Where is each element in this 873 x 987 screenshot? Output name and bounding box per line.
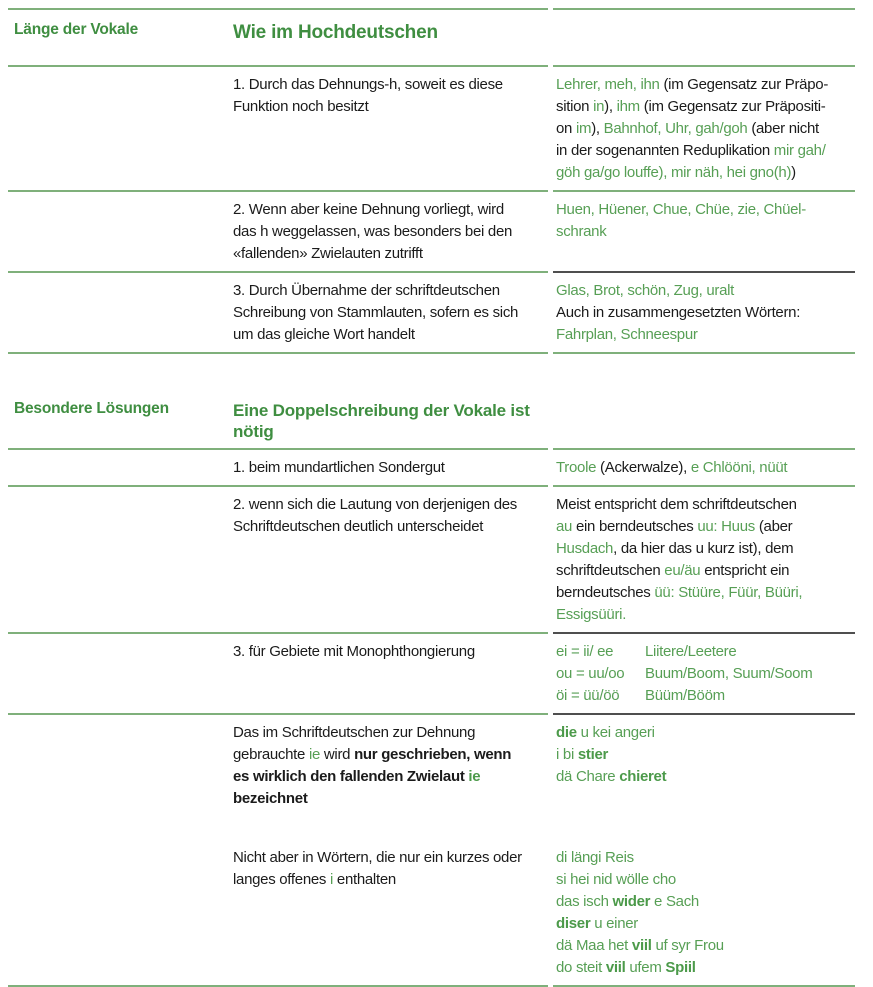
text-segment: ufem [625,959,666,976]
rule-line [233,494,556,516]
divider-right-segment [553,8,855,10]
text-segment: i bi [556,746,578,763]
text-segment: bezeichnet [233,790,308,807]
examples-cell [556,494,868,626]
text-segment: schrank [556,223,607,240]
text-segment: dä Maa het [556,937,632,954]
example-line [556,722,868,744]
text-segment: (aber nicht [747,120,819,137]
text-segment: do steit [556,959,606,976]
divider-left-segment [8,448,548,450]
text-segment: in der sogenannten Reduplikation [556,142,774,159]
rule-cell [233,74,556,184]
table-row [8,634,855,713]
divider-right-segment [553,713,855,715]
text-segment: dä Chare [556,768,620,785]
text-segment: Schreibung von Stammlauten, sofern es sich [233,304,519,321]
rule-line [233,243,556,265]
text-segment: im [575,120,592,137]
rule-divider [8,713,855,715]
text-segment: Essigsüüri. [556,606,627,623]
examples-cell [556,199,868,265]
main-column-header [233,21,556,65]
divider-left-segment [8,632,548,634]
divider-right-segment [553,632,855,634]
rule-divider [8,190,855,192]
rule-cell [233,722,556,810]
examples-cell [556,74,868,184]
text-segment: Lehrer, meh, ihn [556,76,660,93]
text-segment: gebrauchte [233,746,309,763]
text-segment: Das im Schriftdeutschen zur Dehnung [233,724,476,741]
table-row [8,67,855,190]
rule-line [233,96,556,118]
text-segment: schriftdeutschen [556,562,665,579]
rule-line [233,199,556,221]
text-segment: u kei angeri [576,724,655,741]
text-segment: sition [556,98,594,115]
text-segment: Troole [556,459,597,476]
rule-line [233,74,556,96]
correspondence-line [556,685,868,707]
text-segment: Nicht aber in Wörtern, die nur ein kurzes oder [233,849,522,866]
correspondence-line [556,663,868,685]
text-segment: Glas, Brot, schön, Zug, uralt [556,282,735,299]
example-line [556,538,868,560]
text-segment: es wirklich den fallenden Zwielaut [233,768,469,785]
text-segment: Bahnhof, Uhr, gah/goh [603,120,748,137]
example-line [556,744,868,766]
divider-left-segment [8,352,548,354]
text-segment: das isch [556,893,613,910]
text-segment: 3. Durch Übernahme der schriftdeutschen [233,282,500,299]
text-segment: in [593,98,605,115]
text-segment: Spiil [665,959,696,976]
text-segment: ie [308,746,321,763]
example-line [556,118,868,140]
section-laenge-der-vokale [8,8,855,354]
text-segment: üü: Stüüre, Füür, Büüri, [654,584,803,601]
correspondence-words: Büüm/Bööm [645,687,725,704]
text-segment: Fahrplan, Schneespur [556,326,698,343]
rule-line [233,324,556,346]
text-segment: ) [791,164,796,181]
main-header-line: nötig [233,422,274,441]
text-segment: langes offenes [233,871,330,888]
examples-cell [556,280,868,346]
example-line [556,140,868,162]
rule-divider [8,485,855,487]
divider-right-segment [553,485,855,487]
section-header-row [8,10,855,65]
text-segment: di längi Reis [556,849,634,866]
section-besondere-loesungen [8,400,855,987]
rule-cell [233,641,556,707]
rule-cell [233,457,556,479]
correspondence-words: Liitere/Leetere [645,643,737,660]
left-column-header: Besondere Lösungen [14,400,169,417]
text-segment: die [556,724,577,741]
text-segment: ), [604,98,617,115]
text-segment: nur geschrieben, wenn [354,746,512,763]
text-segment: um das gleiche Wort handelt [233,326,415,343]
main-header-line: Wie im Hochdeutschen [233,22,438,43]
row-left-spacer [8,74,233,184]
table-row [8,715,855,840]
example-line [556,766,868,788]
rule-line [233,280,556,302]
example-line [556,957,868,979]
correspondence-code: ou = uu/oo [556,665,625,682]
row-left-spacer [8,280,233,346]
rule-divider [8,352,855,354]
divider-left-segment [8,190,548,192]
table-row [8,273,855,352]
text-segment: au [556,518,573,535]
rule-cell [233,847,556,979]
divider-right-segment [553,65,855,67]
correspondence-words: Buum/Boom, Suum/Soom [645,665,813,682]
text-segment: Schriftdeutschen deutlich unterscheidet [233,518,484,535]
rule-line [233,516,556,538]
example-line [556,221,868,243]
text-segment: wider [612,893,651,910]
example-line [556,913,868,935]
example-line [556,560,868,582]
text-segment: berndeutsches [556,584,655,601]
divider-left-segment [8,485,548,487]
rule-divider [8,271,855,273]
example-line [556,582,868,604]
examples-cell [556,641,868,707]
examples-cell [556,847,868,979]
left-column-header: Länge der Vokale [14,21,139,38]
text-segment: das h weggelassen, was besonders bei den [233,223,513,240]
example-line [556,199,868,221]
text-segment: 2. Wenn aber keine Dehnung vorliegt, wird [233,201,504,218]
example-line [556,891,868,913]
rule-line [233,221,556,243]
example-line [556,302,868,324]
text-segment: u einer [590,915,638,932]
rule-line [233,766,556,788]
rule-line [233,641,556,663]
divider-left-segment [8,65,548,67]
text-segment: (im Gegensatz zur Präpo- [659,76,829,93]
rule-divider [8,8,855,10]
text-segment: göh ga/go louffe), mir näh, hei gno(h) [556,164,792,181]
text-segment: enthalten [333,871,396,888]
text-segment: Husdach [556,540,614,557]
text-segment: 1. Durch das Dehnungs-h, soweit es diese [233,76,503,93]
rule-cell [233,494,556,626]
table-row [8,450,855,485]
text-segment: eu/äu [664,562,701,579]
row-left-spacer [8,199,233,265]
examples-cell [556,457,868,479]
row-left-spacer [8,641,233,707]
divider-right-segment [553,190,855,192]
example-line [556,96,868,118]
section-header-row [8,400,855,448]
row-left-spacer [8,847,233,979]
rule-line [233,744,556,766]
text-segment: wird [320,746,355,763]
table-row [8,192,855,271]
text-segment: Meist entspricht dem schriftdeutschen [556,496,797,513]
example-line [556,847,868,869]
main-header-line: Eine Doppelschreibung der Vokale ist [233,401,530,420]
example-line [556,604,868,626]
text-segment: viil [631,937,652,954]
rule-line [233,302,556,324]
text-segment: (Ackerwalze), [596,459,691,476]
example-line [556,457,868,479]
text-segment: e Sach [650,893,699,910]
divider-right-segment [553,448,855,450]
rule-line [233,457,556,479]
text-segment: chieret [619,768,667,785]
example-line [556,935,868,957]
divider-left-segment [8,271,548,273]
text-segment: ie [468,768,481,785]
correspondence-code: ei = ii/ ee [556,643,614,660]
rule-line [233,847,556,869]
example-line [556,869,868,891]
text-segment: Funktion noch besitzt [233,98,369,115]
rule-line [233,869,556,891]
divider-left-segment [8,713,548,715]
text-segment: ein berndeutsches [572,518,698,535]
correspondence-code: öi = üü/öö [556,687,620,704]
text-segment: 2. wenn sich die Lautung von derjenigen des [233,496,517,513]
text-segment: 3. für Gebiete mit Monophthongierung [233,643,475,660]
rule-cell [233,199,556,265]
header-spacer [556,400,868,444]
example-line [556,516,868,538]
rule-cell [233,280,556,346]
example-line [556,324,868,346]
text-segment: viil [605,959,626,976]
text-segment: (im Gegensatz zur Präpositi- [639,98,826,115]
divider-left-segment [8,8,548,10]
text-segment: 1. beim mundartlichen Sondergut [233,459,445,476]
text-segment: uu: Huus [697,518,755,535]
header-spacer [556,21,868,65]
table-row [8,840,855,985]
row-left-spacer [8,722,233,810]
main-column-header [233,400,556,444]
example-line [556,494,868,516]
example-line [556,162,868,184]
row-left-spacer [8,494,233,626]
text-segment: entspricht ein [700,562,790,579]
divider-right-segment [553,271,855,273]
text-segment: e Chlööni, nüüt [690,459,788,476]
text-segment: , da hier das u kurz ist), dem [613,540,794,557]
text-segment: ), [591,120,604,137]
text-segment: si hei nid wölle cho [556,871,676,888]
text-segment: diser [556,915,591,932]
row-left-spacer [8,457,233,479]
correspondence-line [556,641,868,663]
text-segment: uf syr Frou [651,937,724,954]
text-segment: «fallenden» Zwielauten zutrifft [233,245,423,262]
text-segment: Huen, Hüener, Chue, Chüe, zie, Chüel- [556,201,806,218]
text-segment: ihm [616,98,640,115]
text-segment: mir gah/ [773,142,826,159]
text-segment: on [556,120,576,137]
rule-divider [8,65,855,67]
text-segment: stier [577,746,609,763]
example-line [556,74,868,96]
rule-divider [8,632,855,634]
text-segment: Auch in zusammengesetzten Wörtern: [556,304,801,321]
text-segment: (aber [754,518,793,535]
table-row [8,487,855,632]
rule-line [233,722,556,744]
text-segment: i [329,871,334,888]
rule-divider [8,448,855,450]
example-line [556,280,868,302]
rule-line [233,788,556,810]
divider-right-segment [553,352,855,354]
examples-cell [556,722,868,810]
